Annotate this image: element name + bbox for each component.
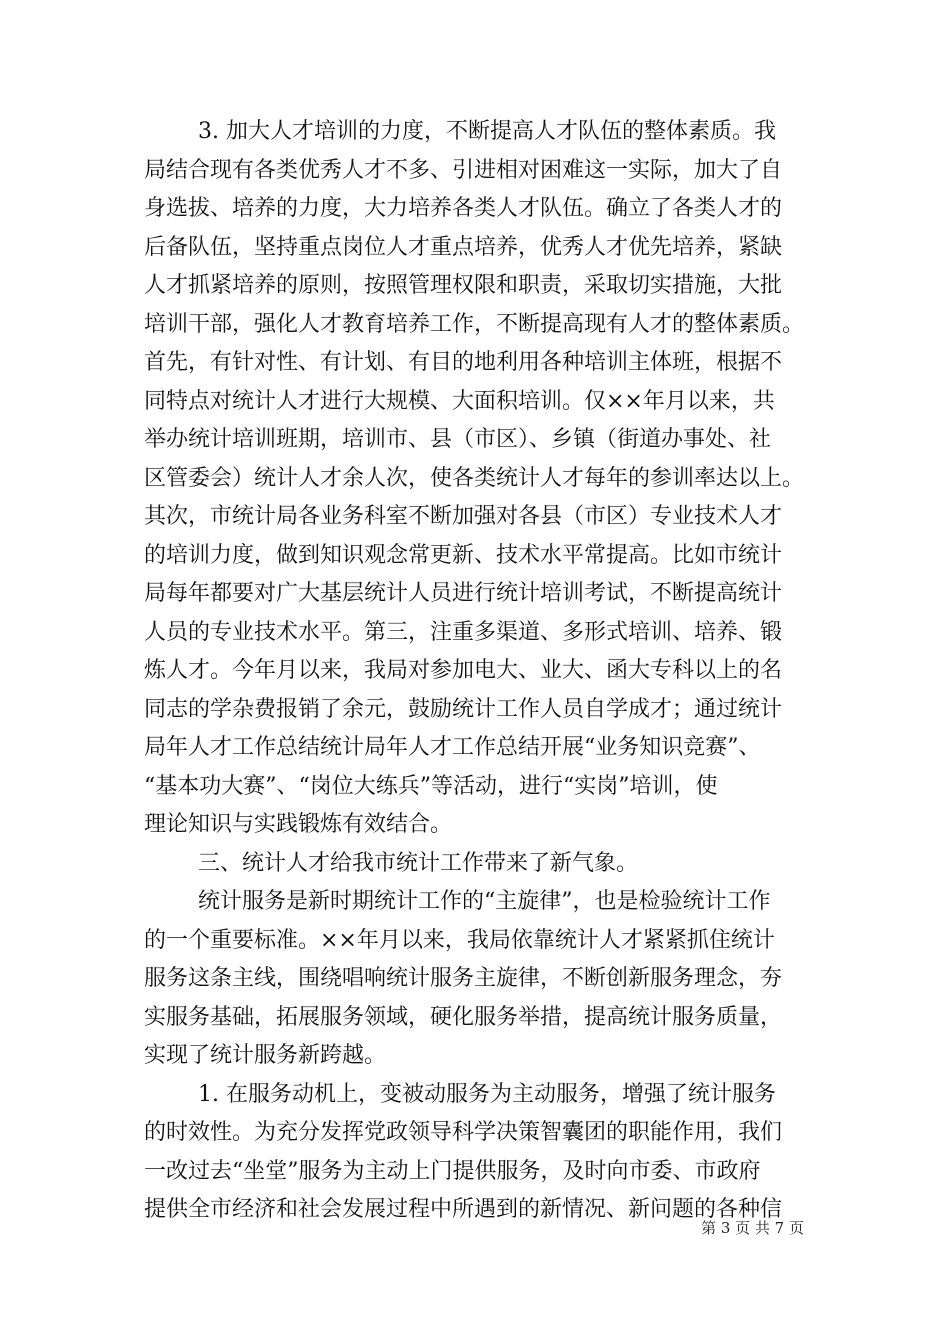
- paragraph-line: 炼人才。今年月以来，我局对参加电大、业大、函大专科以上的名: [144, 658, 783, 683]
- paragraph-line: 一改过去“坐堂”服务为主动上门提供服务，及时向市委、市政府: [144, 1159, 761, 1184]
- paragraph-line: 身选拔、培养的力度，大力培养各类人才队伍。确立了各类人才的: [144, 196, 783, 221]
- paragraph-line: 局每年都要对广大基层统计人员进行统计培训考试，不断提高统计: [144, 581, 783, 606]
- paragraph-line: 其次，市统计局各业务科室不断加强对各县（市区）专业技术人才: [144, 504, 783, 529]
- paragraph-line: 局年人才工作总结统计局年人才工作总结开展“业务知识竞赛”、: [144, 735, 761, 760]
- paragraph-line: 培训干部，强化人才教育培养工作，不断提高现有人才的整体素质。: [144, 312, 805, 337]
- paragraph-line: 同志的学杂费报销了余元，鼓励统计工作人员自学成才；通过统计: [144, 697, 783, 722]
- paragraph-line: 同特点对统计人才进行大规模、大面积培训。仅××年月以来，共: [144, 389, 775, 414]
- paragraph-line: 首先，有针对性、有计划、有目的地利用各种培训主体班，根据不: [144, 350, 783, 375]
- paragraph-line: 人员的专业技术水平。第三，注重多渠道、多形式培训、培养、锻: [144, 620, 783, 645]
- paragraph-line: 的时效性。为充分发挥党政领导科学决策智囊团的职能作用，我们: [144, 1120, 783, 1145]
- paragraph-line: 的培训力度，做到知识观念常更新、技术水平常提高。比如市统计: [144, 543, 783, 568]
- paragraph-line: 提供全市经济和社会发展过程中所遇到的新情况、新问题的各种信: [144, 1197, 783, 1222]
- page-number: 第 3 页 共 7 页: [701, 1219, 804, 1237]
- paragraph-line: 3. 加大人才培训的力度，不断提高人才队伍的整体素质。我: [198, 119, 776, 144]
- paragraph-line: 实服务基础，拓展服务领域，硬化服务举措，提高统计服务质量，: [144, 1005, 783, 1030]
- paragraph-line: 局结合现有各类优秀人才不多、引进相对困难这一实际，加大了自: [144, 158, 783, 183]
- paragraph-line: “基本功大赛”、“岗位大练兵”等活动，进行“实岗”培训，使: [144, 774, 718, 799]
- paragraph-line: 服务这条主线，围绕唱响统计服务主旋律，不断创新服务理念，夯: [144, 966, 783, 991]
- paragraph-line: 实现了统计服务新跨越。: [144, 1043, 387, 1068]
- paragraph-line: 人才抓紧培养的原则，按照管理权限和职责，采取切实措施，大批: [144, 273, 783, 298]
- paragraph-line: 理论知识与实践锻炼有效结合。: [144, 812, 453, 837]
- paragraph-line: 后备队伍，坚持重点岗位人才重点培养，优秀人才优先培养，紧缺: [144, 235, 783, 260]
- paragraph-line: 的一个重要标准。××年月以来，我局依靠统计人才紧紧抓住统计: [144, 928, 775, 953]
- paragraph-line: 举办统计培训班期，培训市、县（市区）、乡镇（街道办事处、社: [144, 427, 772, 452]
- paragraph-line: 统计服务是新时期统计工作的“主旋律”，也是检验统计工作: [198, 889, 771, 914]
- paragraph-line: 区管委会）统计人才余人次，使各类统计人才每年的参训率达以上。: [144, 466, 805, 491]
- section-heading: 三、统计人才给我市统计工作带来了新气象。: [198, 851, 639, 876]
- paragraph-line: 1. 在服务动机上，变被动服务为主动服务，增强了统计服务: [198, 1082, 776, 1107]
